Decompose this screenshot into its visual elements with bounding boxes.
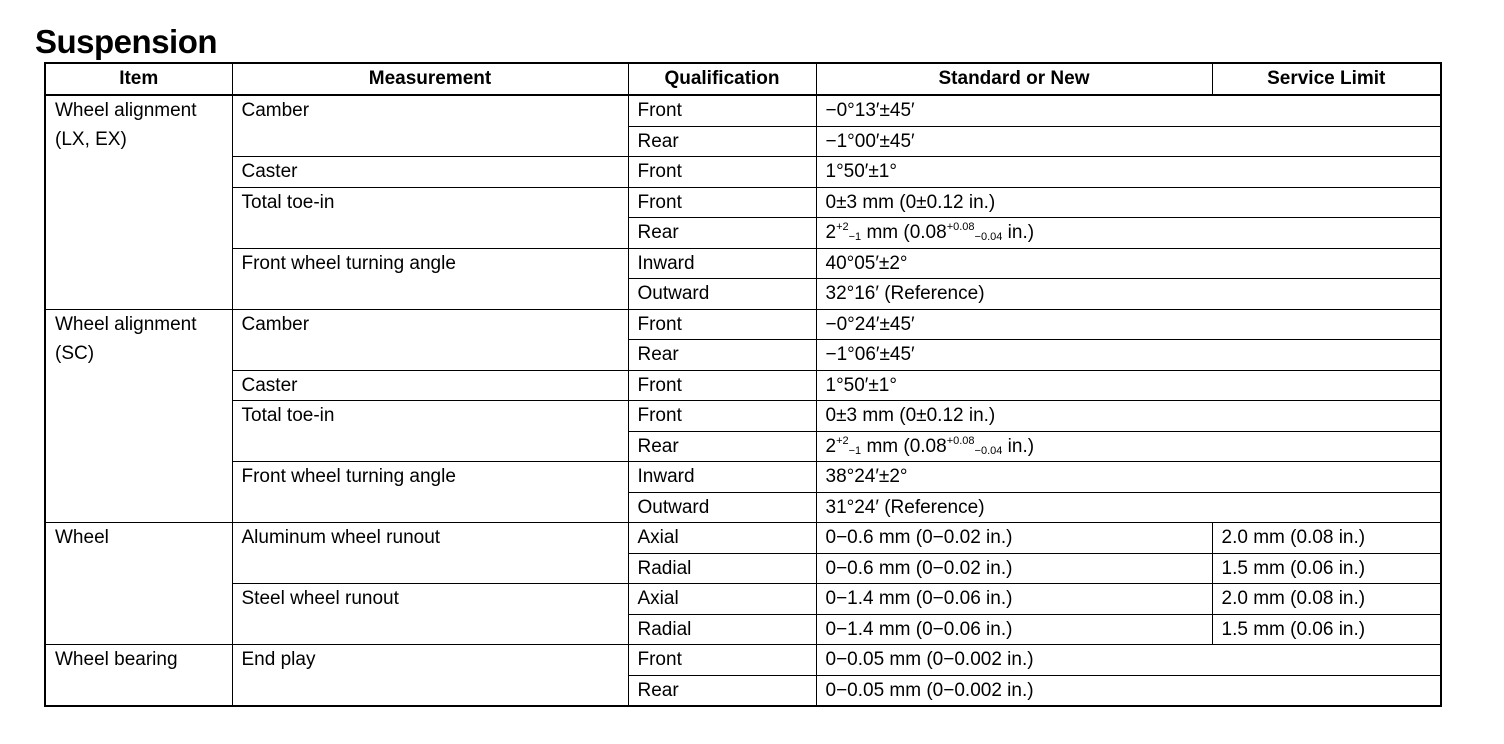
qualification-cell: Rear — [628, 218, 816, 249]
tolerance-minus: −0.04 — [974, 231, 1003, 243]
measurement-cell: Caster — [232, 157, 628, 188]
item-cell-sc — [45, 309, 232, 523]
qualification-cell: Front — [628, 645, 816, 676]
standard-cell: 0−0.05 mm (0−0.002 in.) — [816, 645, 1441, 676]
measurement-cell: Steel wheel runout — [232, 584, 628, 645]
standard-cell: 38°24′±2° — [816, 462, 1441, 493]
value-part: mm (0.08 — [861, 222, 947, 243]
measurement-cell: Front wheel turning angle — [232, 248, 628, 309]
value-part: in.) — [1002, 222, 1035, 243]
tolerance-minus: −1 — [848, 444, 862, 457]
header-measurement: Measurement — [232, 63, 628, 95]
measurement-cell: Total toe-in — [232, 401, 628, 462]
table-row — [45, 401, 1441, 432]
standard-cell: −0°13′±45′ — [816, 95, 1441, 126]
qualification-cell: Front — [628, 370, 816, 401]
value-part: 2 — [825, 435, 837, 457]
header-qualification: Qualification — [628, 63, 816, 95]
service-limit-cell: 1.5 mm (0.06 in.) — [1212, 614, 1441, 645]
measurement-cell: Front wheel turning angle — [232, 462, 628, 523]
item-label: Wheel alignment — [55, 313, 197, 335]
qualification-cell: Rear — [628, 675, 816, 706]
tolerance-minus: −0.04 — [974, 444, 1003, 457]
table-row — [45, 584, 1441, 615]
table-row — [45, 523, 1441, 554]
item-cell-bearing: Wheel bearing — [45, 645, 232, 707]
header-standard: Standard or New — [816, 63, 1212, 95]
service-limit-cell: 1.5 mm (0.06 in.) — [1212, 553, 1441, 584]
item-label: Wheel alignment — [55, 100, 197, 121]
qualification-cell: Front — [628, 309, 816, 340]
item-sublabel: (SC) — [55, 342, 95, 364]
table-row — [45, 309, 1441, 340]
tolerance-minus: −1 — [848, 231, 862, 243]
table-row — [45, 370, 1441, 401]
standard-cell: 31°24′ (Reference) — [816, 492, 1441, 523]
measurement-cell: Caster — [232, 370, 628, 401]
standard-cell — [816, 218, 1441, 249]
qualification-cell: Outward — [628, 492, 816, 523]
table-row — [45, 187, 1441, 218]
qualification-cell: Inward — [628, 462, 816, 493]
table-row — [45, 95, 1441, 126]
standard-cell: 1°50′±1° — [816, 370, 1441, 401]
table-row — [45, 157, 1441, 188]
table-row — [45, 462, 1441, 493]
item-sublabel: (LX, EX) — [55, 129, 127, 150]
standard-cell: 0−0.05 mm (0−0.002 in.) — [816, 675, 1441, 706]
header-service-limit: Service Limit — [1212, 63, 1441, 95]
qualification-cell: Axial — [628, 523, 816, 554]
qualification-cell: Rear — [628, 340, 816, 371]
standard-cell: −1°06′±45′ — [816, 340, 1441, 371]
qualification-cell: Radial — [628, 614, 816, 645]
qualification-cell: Front — [628, 187, 816, 218]
item-cell-wheel: Wheel — [45, 523, 232, 645]
tolerance-plus: +0.08 — [946, 434, 975, 447]
standard-cell: 0−1.4 mm (0−0.06 in.) — [816, 584, 1212, 615]
standard-cell: 1°50′±1° — [816, 157, 1441, 188]
tolerance-plus: +0.08 — [946, 221, 975, 233]
qualification-cell: Front — [628, 95, 816, 126]
standard-cell — [816, 431, 1441, 462]
standard-cell: 0−1.4 mm (0−0.06 in.) — [816, 614, 1212, 645]
standard-cell: −1°00′±45′ — [816, 126, 1441, 157]
measurement-cell: Camber — [232, 95, 628, 157]
measurement-cell: End play — [232, 645, 628, 707]
suspension-spec-table — [44, 62, 1442, 707]
header-row — [45, 63, 1441, 95]
qualification-cell: Rear — [628, 431, 816, 462]
standard-cell: 0−0.6 mm (0−0.02 in.) — [816, 523, 1212, 554]
tolerance-plus: +2 — [836, 434, 849, 447]
page-title: Suspension — [35, 23, 218, 60]
qualification-cell: Rear — [628, 126, 816, 157]
measurement-cell: Total toe-in — [232, 187, 628, 248]
standard-cell: 0−0.6 mm (0−0.02 in.) — [816, 553, 1212, 584]
qualification-cell: Radial — [628, 553, 816, 584]
qualification-cell: Outward — [628, 279, 816, 310]
standard-cell: 0±3 mm (0±0.12 in.) — [816, 401, 1441, 432]
value-part: in.) — [1002, 435, 1035, 457]
measurement-cell: Aluminum wheel runout — [232, 523, 628, 584]
service-limit-cell: 2.0 mm (0.08 in.) — [1212, 523, 1441, 554]
standard-cell: 32°16′ (Reference) — [816, 279, 1441, 310]
measurement-cell: Camber — [232, 309, 628, 370]
service-limit-cell: 2.0 mm (0.08 in.) — [1212, 584, 1441, 615]
header-item: Item — [45, 63, 232, 95]
qualification-cell: Front — [628, 401, 816, 432]
standard-cell: 0±3 mm (0±0.12 in.) — [816, 187, 1441, 218]
qualification-cell: Front — [628, 157, 816, 188]
standard-cell: 40°05′±2° — [816, 248, 1441, 279]
value-part: 2 — [825, 222, 837, 243]
standard-cell: −0°24′±45′ — [816, 309, 1441, 340]
item-cell-lx — [45, 95, 232, 309]
table-row — [45, 645, 1441, 676]
tolerance-plus: +2 — [836, 221, 849, 233]
value-part: mm (0.08 — [861, 435, 947, 457]
qualification-cell: Inward — [628, 248, 816, 279]
qualification-cell: Axial — [628, 584, 816, 615]
table-row — [45, 248, 1441, 279]
